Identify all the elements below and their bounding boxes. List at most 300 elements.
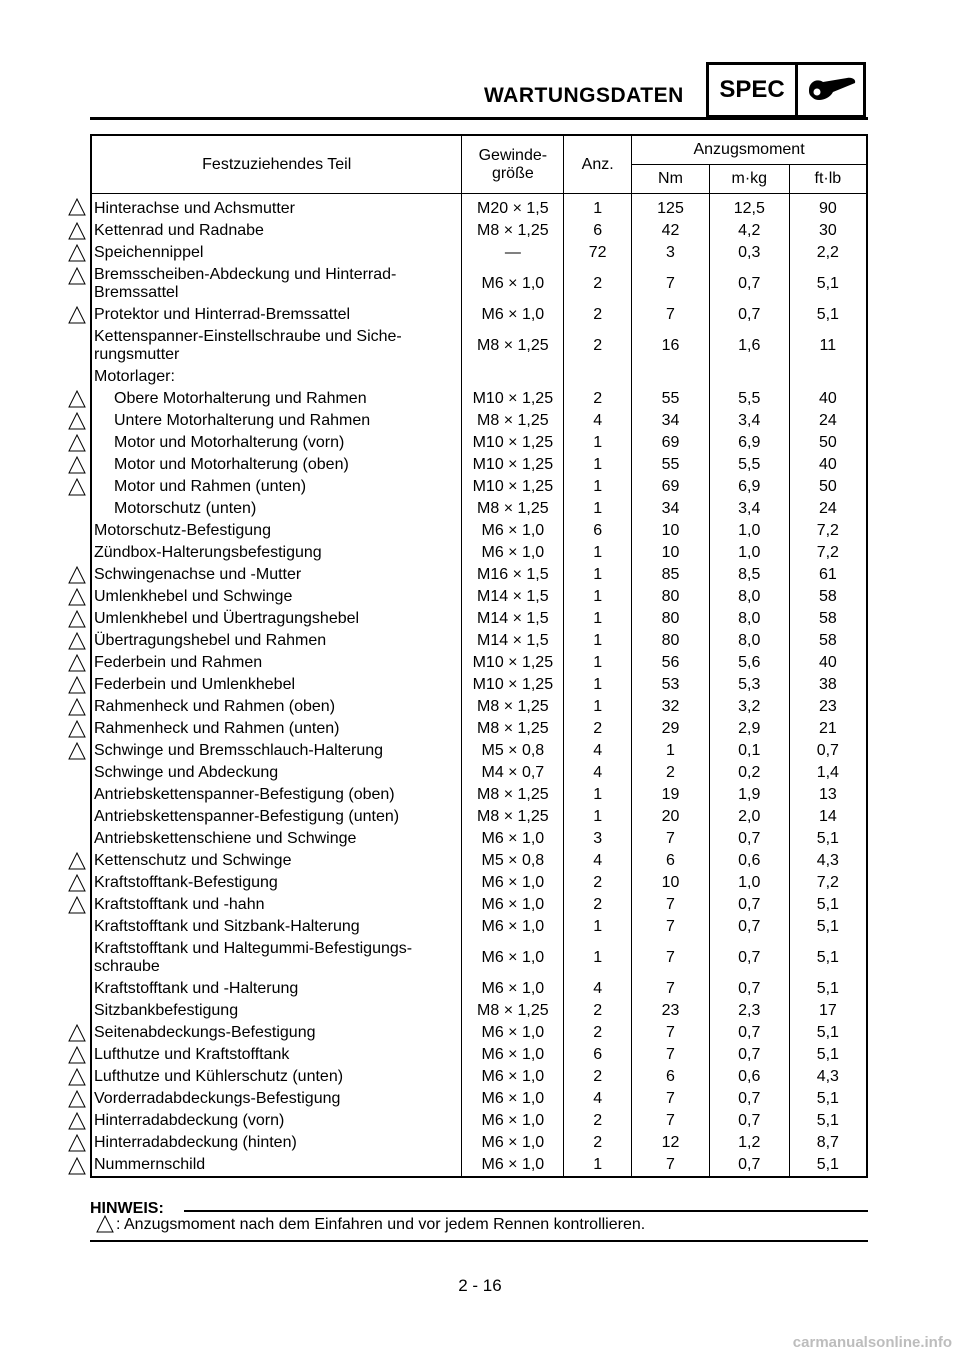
triangle-mark-icon (68, 676, 86, 694)
quantity: 1 (564, 194, 632, 221)
torque-nm: 7 (632, 978, 710, 1000)
thread-size: M8 × 1,25 (462, 696, 564, 718)
torque-mkg: 3,2 (709, 696, 789, 718)
quantity: 1 (564, 608, 632, 630)
quantity: 1 (564, 586, 632, 608)
torque-mkg: 1,2 (709, 1132, 789, 1154)
torque-mkg: 0,7 (709, 1088, 789, 1110)
thread-size: M8 × 1,25 (462, 498, 564, 520)
triangle-mark-icon (68, 306, 86, 324)
triangle-mark-icon (68, 874, 86, 892)
torque-mkg: 5,3 (709, 674, 789, 696)
table-row (91, 828, 867, 850)
part-name-line1: Kettenrad und Radnabe (94, 222, 264, 239)
table-row (91, 1132, 867, 1154)
torque-nm: 80 (632, 630, 710, 652)
part-name-line1: Umlenkhebel und Schwinge (94, 588, 293, 605)
part-name (91, 850, 462, 872)
quantity: 2 (564, 718, 632, 740)
thread-size: M8 × 1,25 (462, 220, 564, 242)
quantity: 2 (564, 304, 632, 326)
part-name-line1: Schwinge und Abdeckung (94, 764, 279, 781)
torque-ftlb (789, 366, 867, 388)
torque-ftlb: 58 (789, 630, 867, 652)
torque-nm: 85 (632, 564, 710, 586)
torque-mkg: 5,5 (709, 454, 789, 476)
quantity: 4 (564, 740, 632, 762)
triangle-mark-icon (68, 198, 86, 216)
thread-size: M10 × 1,25 (462, 388, 564, 410)
torque-ftlb: 5,1 (789, 938, 867, 978)
torque-ftlb: 5,1 (789, 828, 867, 850)
part-name-line2: rungsmutter (94, 346, 180, 363)
part-name-line1: Kraftstofftank und -hahn (94, 896, 265, 913)
table-row (91, 586, 867, 608)
torque-mkg: 0,7 (709, 1154, 789, 1177)
torque-mkg: 8,0 (709, 586, 789, 608)
thread-size: M8 × 1,25 (462, 1000, 564, 1022)
table-row (91, 608, 867, 630)
part-name (91, 978, 462, 1000)
part-name-line2: schraube (94, 958, 160, 975)
torque-ftlb: 5,1 (789, 1154, 867, 1177)
part-name-line1: Kraftstofftank und -Halterung (94, 980, 299, 997)
torque-ftlb: 61 (789, 564, 867, 586)
quantity: 6 (564, 220, 632, 242)
quantity: 2 (564, 872, 632, 894)
triangle-mark-icon (68, 267, 86, 285)
torque-nm: 10 (632, 542, 710, 564)
triangle-mark-icon (68, 566, 86, 584)
quantity: 2 (564, 1066, 632, 1088)
torque-mkg: 4,2 (709, 220, 789, 242)
torque-mkg: 0,7 (709, 828, 789, 850)
table-row (91, 1066, 867, 1088)
triangle-mark-icon (68, 720, 86, 738)
part-name (91, 1044, 462, 1066)
triangle-mark-icon (68, 412, 86, 430)
thread-size: M14 × 1,5 (462, 630, 564, 652)
torque-nm: 10 (632, 872, 710, 894)
part-name (91, 872, 462, 894)
thread-size: M10 × 1,25 (462, 454, 564, 476)
torque-nm: 2 (632, 762, 710, 784)
torque-mkg: 2,0 (709, 806, 789, 828)
torque-nm: 34 (632, 498, 710, 520)
torque-ftlb: 5,1 (789, 978, 867, 1000)
torque-ftlb: 24 (789, 410, 867, 432)
thread-size: M6 × 1,0 (462, 264, 564, 304)
torque-ftlb: 5,1 (789, 304, 867, 326)
header-ftlb: ft·lb (789, 165, 867, 194)
part-name (91, 828, 462, 850)
table-row (91, 938, 867, 978)
part-name (91, 1066, 462, 1088)
torque-mkg: 0,2 (709, 762, 789, 784)
part-name (91, 1088, 462, 1110)
header-thread-line2: größe (491, 164, 534, 182)
table-row (91, 366, 867, 388)
thread-size: M10 × 1,25 (462, 674, 564, 696)
part-name-line1: Übertragungshebel und Rahmen (94, 632, 327, 649)
part-name-line1: Lufthutze und Kraftstofftank (94, 1046, 290, 1063)
torque-nm: 7 (632, 828, 710, 850)
triangle-mark-icon (68, 478, 86, 496)
torque-ftlb: 14 (789, 806, 867, 828)
table-row (91, 784, 867, 806)
quantity: 1 (564, 674, 632, 696)
part-name (91, 194, 462, 221)
table-row (91, 762, 867, 784)
part-name-line1: Schwingenachse und -Mutter (94, 566, 302, 583)
quantity: 1 (564, 432, 632, 454)
part-name-line1: Hinterradabdeckung (vorn) (94, 1112, 285, 1129)
table-row (91, 718, 867, 740)
torque-nm: 1 (632, 740, 710, 762)
triangle-mark-icon (68, 222, 86, 240)
header-part: Festzuziehendes Teil (91, 135, 462, 194)
torque-mkg: 6,9 (709, 432, 789, 454)
torque-mkg: 0,7 (709, 304, 789, 326)
torque-mkg: 0,6 (709, 850, 789, 872)
thread-size: M6 × 1,0 (462, 304, 564, 326)
table-row (91, 1154, 867, 1177)
table-row (91, 1044, 867, 1066)
part-name-line1: Motor und Motorhalterung (oben) (114, 456, 349, 473)
wrench-icon (798, 65, 863, 115)
quantity: 2 (564, 1132, 632, 1154)
table-row (91, 1000, 867, 1022)
quantity: 1 (564, 498, 632, 520)
part-name (91, 718, 462, 740)
part-name-line1: Federbein und Umlenkhebel (94, 676, 296, 693)
part-name (91, 784, 462, 806)
table-row (91, 476, 867, 498)
part-name-line1: Kettenspanner-Einstellschraube und Siche- (94, 328, 402, 345)
quantity: 1 (564, 630, 632, 652)
part-name-line1: Protektor und Hinterrad-Bremssattel (94, 306, 351, 323)
torque-mkg: 1,0 (709, 542, 789, 564)
torque-ftlb: 21 (789, 718, 867, 740)
torque-ftlb: 7,2 (789, 542, 867, 564)
thread-size: M6 × 1,0 (462, 938, 564, 978)
part-name-line1: Motorlager: (94, 368, 175, 385)
triangle-mark-icon (68, 1046, 86, 1064)
torque-ftlb: 11 (789, 326, 867, 366)
thread-size: M8 × 1,25 (462, 326, 564, 366)
torque-nm: 7 (632, 264, 710, 304)
quantity: 2 (564, 894, 632, 916)
torque-ftlb: 23 (789, 696, 867, 718)
table-row (91, 1022, 867, 1044)
part-name-line1: Motorschutz (unten) (114, 500, 257, 517)
triangle-mark-icon (68, 434, 86, 452)
quantity: 1 (564, 696, 632, 718)
table-row (91, 872, 867, 894)
torque-mkg: 0,6 (709, 1066, 789, 1088)
torque-nm: 7 (632, 1110, 710, 1132)
thread-size: M6 × 1,0 (462, 1066, 564, 1088)
torque-mkg: 8,5 (709, 564, 789, 586)
part-name-line1: Antriebskettenspanner-Befestigung (oben) (94, 786, 395, 803)
torque-nm: 23 (632, 1000, 710, 1022)
torque-ftlb: 17 (789, 1000, 867, 1022)
torque-ftlb: 4,3 (789, 850, 867, 872)
part-name (91, 1022, 462, 1044)
quantity: 6 (564, 1044, 632, 1066)
torque-ftlb: 30 (789, 220, 867, 242)
part-name-line1: Kettenschutz und Schwinge (94, 852, 292, 869)
thread-size: M4 × 0,7 (462, 762, 564, 784)
part-name-line1: Bremsscheiben-Abdeckung und Hinterrad- (94, 266, 397, 283)
quantity: 1 (564, 542, 632, 564)
spec-label: SPEC (709, 65, 798, 115)
quantity: 3 (564, 828, 632, 850)
part-name (91, 242, 462, 264)
thread-size: M6 × 1,0 (462, 520, 564, 542)
torque-mkg: 1,9 (709, 784, 789, 806)
table-row (91, 696, 867, 718)
triangle-mark-icon (68, 1024, 86, 1042)
table-row (91, 194, 867, 221)
part-name (91, 696, 462, 718)
part-name (91, 542, 462, 564)
torque-ftlb: 50 (789, 476, 867, 498)
part-name-line1: Umlenkhebel und Übertragungshebel (94, 610, 360, 627)
thread-size: M6 × 1,0 (462, 1088, 564, 1110)
torque-mkg: 5,6 (709, 652, 789, 674)
torque-table (90, 134, 868, 1178)
thread-size: M6 × 1,0 (462, 1110, 564, 1132)
torque-ftlb: 5,1 (789, 1022, 867, 1044)
torque-mkg: 1,0 (709, 520, 789, 542)
torque-ftlb: 5,1 (789, 1088, 867, 1110)
torque-ftlb: 7,2 (789, 872, 867, 894)
thread-size: M6 × 1,0 (462, 978, 564, 1000)
thread-size: M16 × 1,5 (462, 564, 564, 586)
torque-nm: 7 (632, 1022, 710, 1044)
torque-ftlb: 8,7 (789, 1132, 867, 1154)
torque-mkg: 1,6 (709, 326, 789, 366)
table-row (91, 242, 867, 264)
mark-column (60, 0, 88, 1358)
part-name (91, 1110, 462, 1132)
part-name (91, 304, 462, 326)
torque-nm: 7 (632, 304, 710, 326)
thread-size: M5 × 0,8 (462, 850, 564, 872)
torque-nm: 42 (632, 220, 710, 242)
torque-ftlb: 5,1 (789, 264, 867, 304)
torque-ftlb: 40 (789, 652, 867, 674)
torque-mkg: 0,7 (709, 978, 789, 1000)
part-name-line1: Kraftstofftank und Sitzbank-Halterung (94, 918, 360, 935)
header-thread-line1: Gewinde- (478, 146, 548, 164)
torque-mkg: 12,5 (709, 194, 789, 221)
triangle-mark-icon (68, 742, 86, 760)
table-row (91, 564, 867, 586)
part-name (91, 454, 462, 476)
torque-nm: 7 (632, 1044, 710, 1066)
part-name (91, 894, 462, 916)
part-name (91, 432, 462, 454)
torque-mkg: 0,7 (709, 894, 789, 916)
thread-size: M6 × 1,0 (462, 1154, 564, 1177)
table-row (91, 740, 867, 762)
thread-size: M8 × 1,25 (462, 410, 564, 432)
part-name (91, 220, 462, 242)
quantity: 2 (564, 388, 632, 410)
thread-size: M8 × 1,25 (462, 718, 564, 740)
torque-nm: 19 (632, 784, 710, 806)
part-name-line1: Antriebskettenspanner-Befestigung (unten) (94, 808, 400, 825)
quantity: 1 (564, 1154, 632, 1177)
part-name-line1: Rahmenheck und Rahmen (oben) (94, 698, 336, 715)
part-name (91, 326, 462, 366)
torque-nm: 7 (632, 938, 710, 978)
part-name-line1: Vorderradabdeckungs-Befestigung (94, 1090, 341, 1107)
torque-nm: 7 (632, 894, 710, 916)
table-row (91, 674, 867, 696)
quantity: 2 (564, 1022, 632, 1044)
quantity: 1 (564, 476, 632, 498)
torque-mkg: 6,9 (709, 476, 789, 498)
torque-mkg: 0,7 (709, 938, 789, 978)
torque-ftlb: 0,7 (789, 740, 867, 762)
part-name (91, 740, 462, 762)
quantity: 1 (564, 806, 632, 828)
note-title: HINWEIS: (90, 1200, 164, 1217)
header-mkg: m·kg (709, 165, 789, 194)
part-name-line1: Zündbox-Halterungsbefestigung (94, 544, 322, 561)
part-name-line1: Speichennippel (94, 244, 204, 261)
quantity: 1 (564, 916, 632, 938)
torque-mkg: 5,5 (709, 388, 789, 410)
quantity: 1 (564, 564, 632, 586)
part-name-line1: Sitzbankbefestigung (94, 1002, 239, 1019)
table-row (91, 652, 867, 674)
thread-size: M6 × 1,0 (462, 872, 564, 894)
thread-size: M10 × 1,25 (462, 652, 564, 674)
torque-nm: 125 (632, 194, 710, 221)
table-row (91, 630, 867, 652)
thread-size: M6 × 1,0 (462, 916, 564, 938)
triangle-mark-icon (68, 632, 86, 650)
part-name-line1: Lufthutze und Kühlerschutz (unten) (94, 1068, 344, 1085)
quantity: 1 (564, 652, 632, 674)
torque-mkg: 0,3 (709, 242, 789, 264)
torque-mkg: 2,9 (709, 718, 789, 740)
thread-size: M14 × 1,5 (462, 586, 564, 608)
table-row (91, 264, 867, 304)
triangle-mark-icon (68, 1134, 86, 1152)
torque-ftlb: 4,3 (789, 1066, 867, 1088)
table-row (91, 326, 867, 366)
table-row (91, 388, 867, 410)
part-name (91, 264, 462, 304)
part-name-line1: Nummernschild (94, 1156, 206, 1173)
torque-nm: 55 (632, 454, 710, 476)
triangle-mark-icon (68, 654, 86, 672)
part-name (91, 1000, 462, 1022)
torque-nm: 80 (632, 586, 710, 608)
torque-ftlb: 5,1 (789, 894, 867, 916)
table-row (91, 542, 867, 564)
torque-ftlb: 2,2 (789, 242, 867, 264)
part-name-line1: Federbein und Rahmen (94, 654, 263, 671)
thread-size: — (462, 242, 564, 264)
part-name (91, 366, 462, 388)
quantity: 2 (564, 326, 632, 366)
torque-nm: 7 (632, 916, 710, 938)
thread-size: M8 × 1,25 (462, 784, 564, 806)
quantity: 2 (564, 1000, 632, 1022)
torque-nm: 34 (632, 410, 710, 432)
triangle-mark-icon (68, 896, 86, 914)
torque-mkg: 0,7 (709, 1110, 789, 1132)
table-row (91, 850, 867, 872)
thread-size: M8 × 1,25 (462, 806, 564, 828)
torque-nm: 69 (632, 432, 710, 454)
table-body (91, 194, 867, 1178)
torque-nm: 10 (632, 520, 710, 542)
part-name (91, 520, 462, 542)
part-name-line1: Kraftstofftank und Haltegummi-Befestigungs- (94, 940, 413, 957)
part-name (91, 806, 462, 828)
torque-ftlb: 13 (789, 784, 867, 806)
triangle-mark-icon (96, 1215, 114, 1233)
part-name (91, 938, 462, 978)
part-name-line1: Obere Motorhalterung und Rahmen (114, 390, 367, 407)
table-row (91, 916, 867, 938)
torque-mkg: 8,0 (709, 608, 789, 630)
triangle-mark-icon (68, 1157, 86, 1175)
torque-mkg: 3,4 (709, 498, 789, 520)
table-row (91, 220, 867, 242)
torque-mkg: 0,1 (709, 740, 789, 762)
note-rule-bottom (90, 1240, 868, 1242)
part-name (91, 388, 462, 410)
table-row (91, 894, 867, 916)
torque-mkg: 0,7 (709, 1044, 789, 1066)
thread-size: M6 × 1,0 (462, 542, 564, 564)
table-row (91, 498, 867, 520)
torque-nm: 6 (632, 1066, 710, 1088)
note-rule-top (184, 1210, 868, 1212)
thread-size: M5 × 0,8 (462, 740, 564, 762)
table-row (91, 806, 867, 828)
thread-size: M6 × 1,0 (462, 1022, 564, 1044)
table-row (91, 520, 867, 542)
triangle-mark-icon (68, 852, 86, 870)
header-rule (90, 117, 868, 120)
triangle-mark-icon (68, 698, 86, 716)
torque-ftlb: 7,2 (789, 520, 867, 542)
part-name (91, 652, 462, 674)
quantity: 1 (564, 454, 632, 476)
thread-size: M10 × 1,25 (462, 476, 564, 498)
part-name-line1: Hinterradabdeckung (hinten) (94, 1134, 297, 1151)
torque-mkg: 8,0 (709, 630, 789, 652)
quantity: 4 (564, 850, 632, 872)
watermark: carmanualsonline.info (792, 1334, 952, 1351)
torque-nm: 6 (632, 850, 710, 872)
part-name (91, 608, 462, 630)
table-row (91, 454, 867, 476)
quantity: 72 (564, 242, 632, 264)
torque-ftlb: 90 (789, 194, 867, 221)
torque-mkg: 0,7 (709, 264, 789, 304)
part-name-line1: Rahmenheck und Rahmen (unten) (94, 720, 340, 737)
